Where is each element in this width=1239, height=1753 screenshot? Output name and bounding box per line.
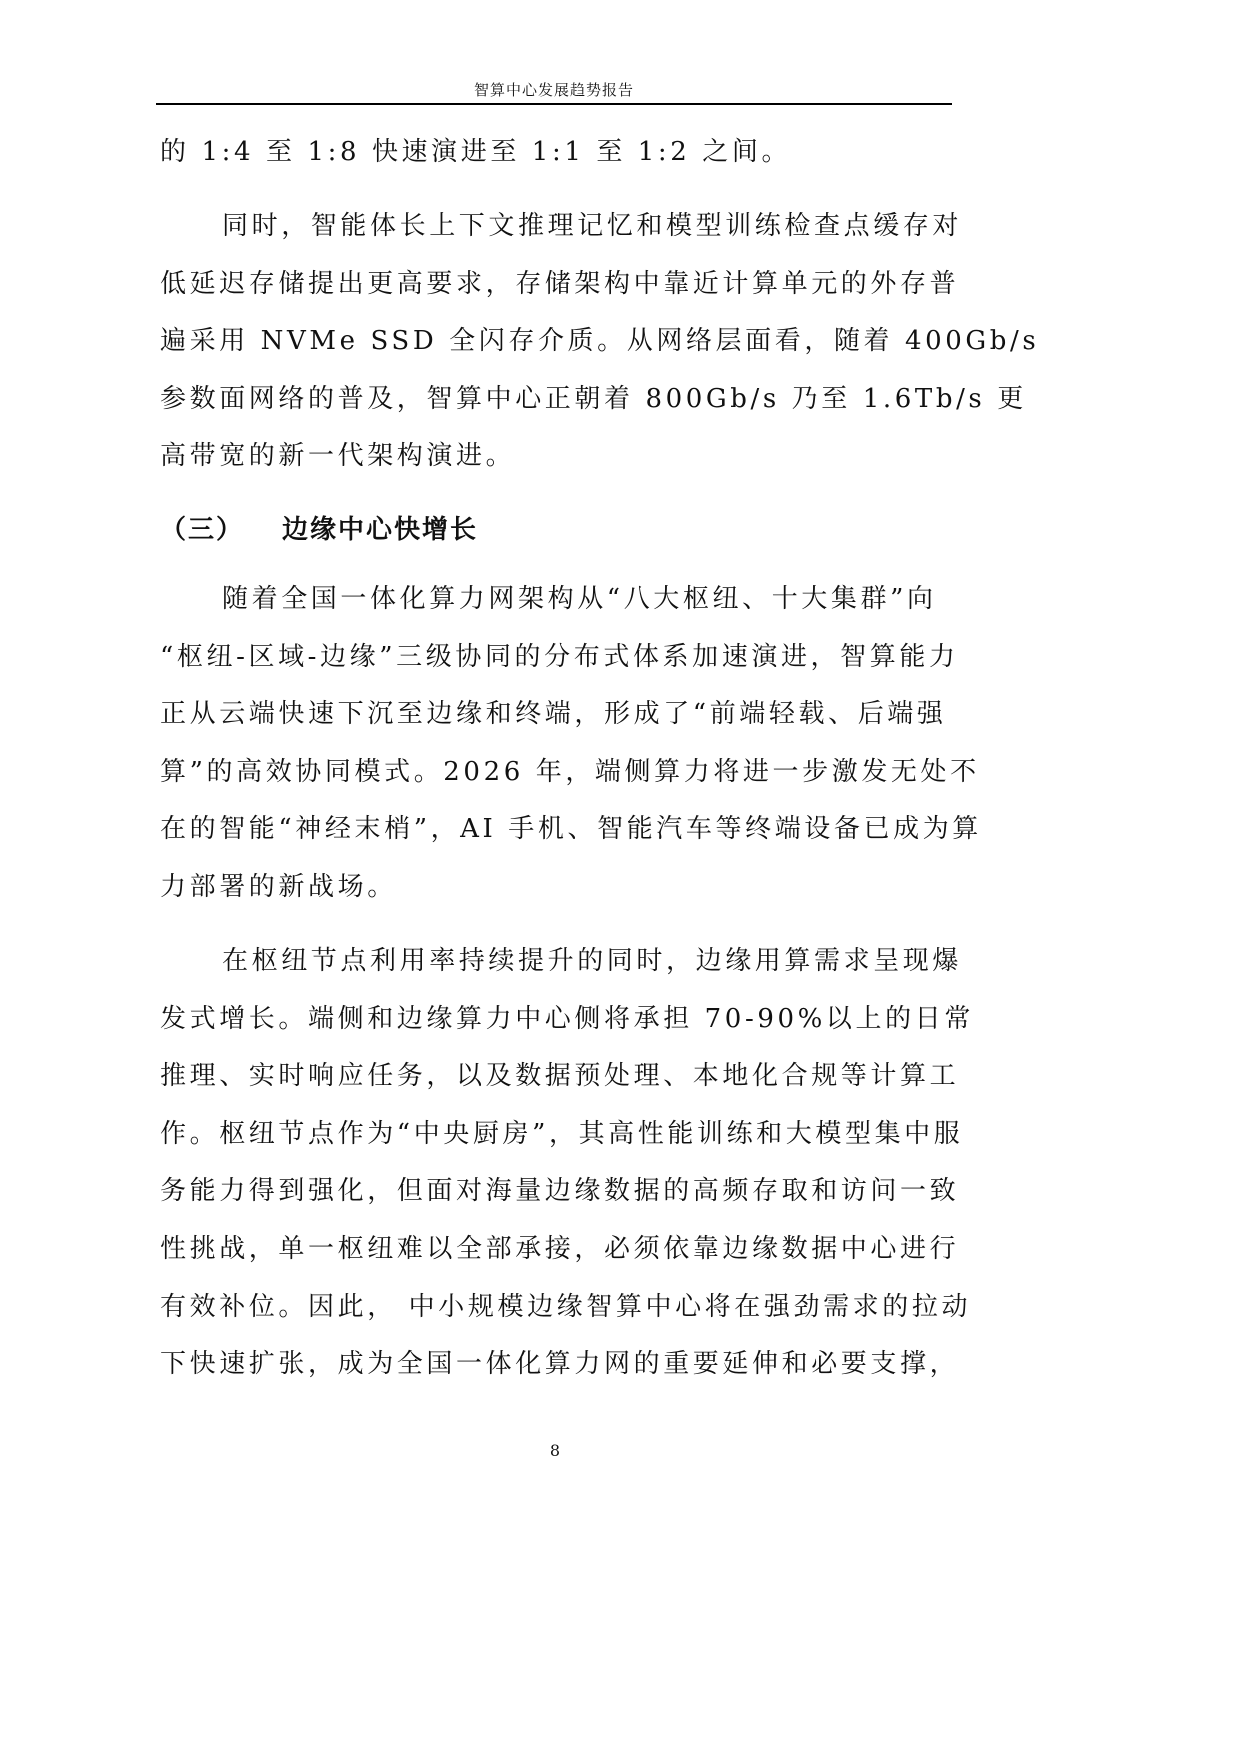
text-line: 在枢纽节点利用率持续提升的同时，边缘用算需求呈现爆 (222, 946, 963, 976)
text-line: 发式增长。端侧和边缘算力中心侧将承担 70-90%以上的日常 (160, 1003, 974, 1034)
text-line: “枢纽-区域-边缘”三级协同的分布式体系加速演进，智算能力 (160, 641, 959, 672)
text-line: 低延迟存储提出更高要求，存储架构中靠近计算单元的外存普 (160, 268, 960, 299)
section-number: （三） (160, 515, 245, 545)
text-line: 正从云端快速下沉至边缘和终端，形成了“前端轻载、后端强 (160, 699, 947, 730)
text-line: 在的智能“神经末梢”，AI 手机、智能汽车等终端设备已成为算 (160, 814, 982, 845)
text-line: 作。枢纽节点作为“中央厨房”，其高性能训练和大模型集中服 (160, 1118, 964, 1149)
text-line: 性挑战，单一枢纽难以全部承接，必须依靠边缘数据中心进行 (160, 1233, 960, 1264)
text-line: 力部署的新战场。 (160, 871, 397, 902)
paragraph-continuation (160, 124, 952, 182)
text-line: 遍采用 NVMe SSD 全闪存介质。从网络层面看，随着 400Gb/s (160, 326, 1040, 357)
paragraph-storage-network (160, 198, 1040, 486)
section-title: 边缘中心快增长 (282, 515, 479, 545)
paragraph-edge-evolution (160, 571, 982, 917)
header-divider (156, 103, 952, 105)
text-line: 推理、实时响应任务，以及数据预处理、本地化合规等计算工 (160, 1061, 960, 1092)
text-line: 务能力得到强化，但面对海量边缘数据的高频存取和访问一致 (160, 1176, 960, 1207)
text-line: 算”的高效协同模式。2026 年，端侧算力将进一步激发无处不 (160, 756, 980, 787)
text-line: 高带宽的新一代架构演进。 (160, 441, 516, 472)
paragraph-edge-demand (160, 933, 974, 1394)
running-header: 智算中心发展趋势报告 (473, 81, 634, 99)
page-number: 8 (549, 1441, 561, 1460)
text-line: 随着全国一体化算力网架构从“八大枢纽、十大集群”向 (222, 584, 937, 614)
section-heading (160, 510, 952, 550)
text-line: 参数面网络的普及，智算中心正朝着 800Gb/s 乃至 1.6Tb/s 更 (160, 383, 1027, 414)
text-line: 的 1:4 至 1:8 快速演进至 1:1 至 1:2 之间。 (160, 137, 792, 167)
text-line: 同时，智能体长上下文推理记忆和模型训练检查点缓存对 (222, 211, 963, 241)
text-line: 有效补位。因此， 中小规模边缘智算中心将在强劲需求的拉动 (160, 1291, 972, 1322)
text-line: 下快速扩张，成为全国一体化算力网的重要延伸和必要支撑， (160, 1349, 960, 1380)
